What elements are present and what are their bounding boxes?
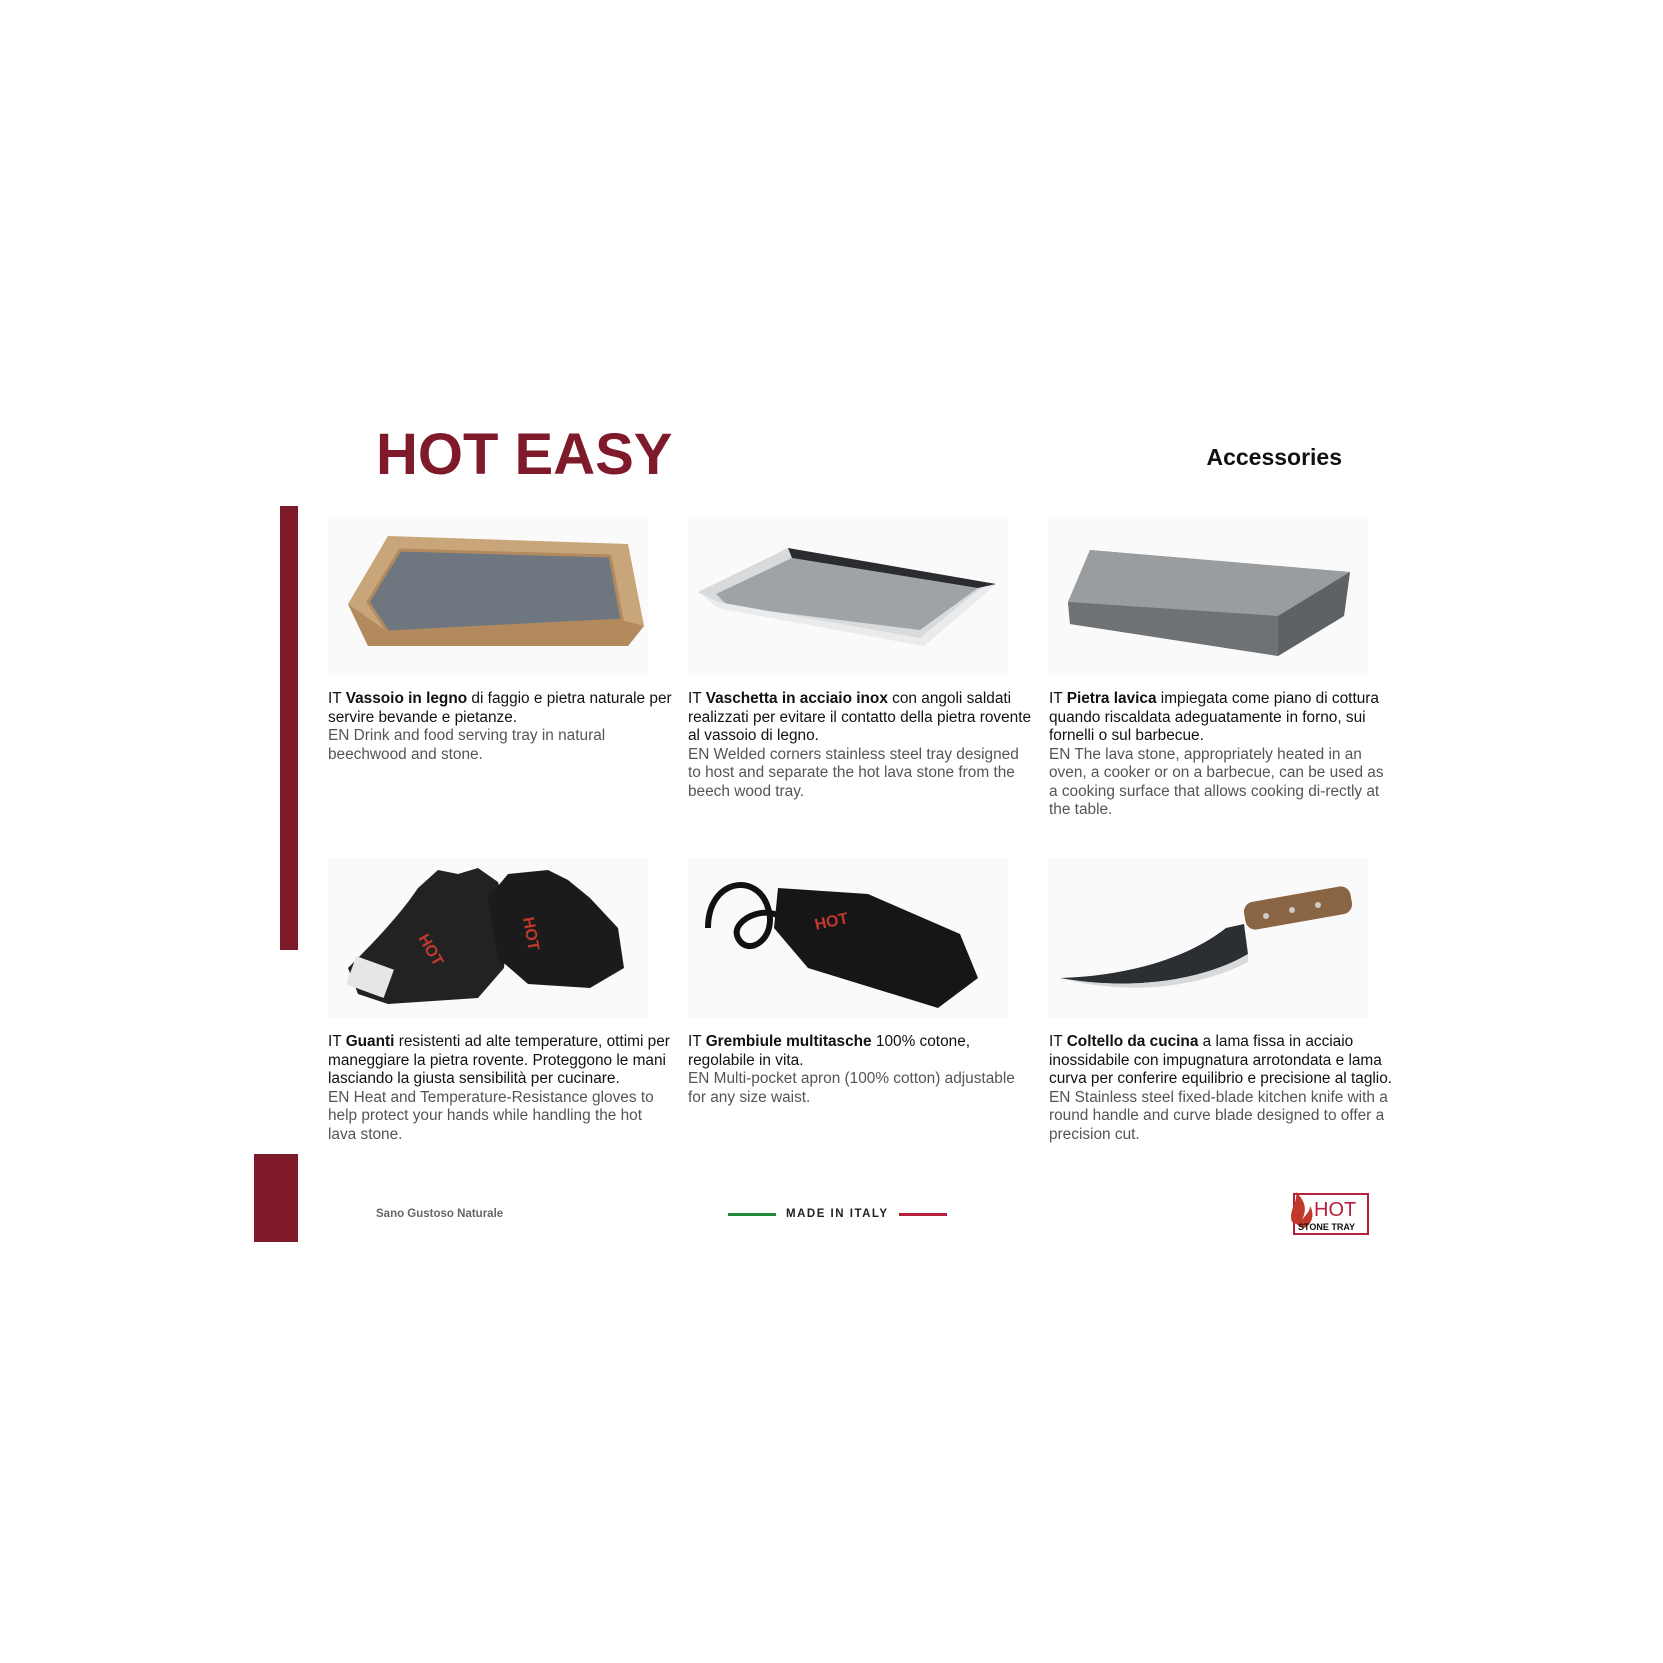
product-name: Grembiule multitasche [705, 1033, 872, 1050]
knife-image [1048, 858, 1368, 1018]
lang-code: IT [688, 690, 706, 707]
english-description: EN The lava stone, appropriately heated in an oven, a cooker or on a barbecue, can be used as a cooking surface that allows cooking di-rectly at the table. [1049, 745, 1384, 818]
logo-hot-text: HOT [1314, 1199, 1357, 1221]
svg-text:HOT: HOT [813, 910, 850, 934]
italian-text: di faggio e pietra naturale per servire bevande e pietanze. [328, 690, 672, 726]
italian-description [328, 690, 673, 727]
english-description: EN Welded corners stainless steel tray designed to host and separate the hot lava stone from the beech wood tray. [688, 745, 1019, 800]
italy-green-line [728, 1213, 776, 1216]
lang-code: IT [1049, 690, 1067, 707]
italy-red-line [899, 1213, 947, 1216]
italian-description [688, 1033, 1033, 1070]
italian-text: resistenti ad alte temperature, ottimi per maneggiare la pietra rovente. Proteggono le mani lasciando la giusta sensibilità per cucinare. [328, 1033, 670, 1087]
product-name: Vaschetta in acciaio inox [705, 690, 888, 707]
lang-code: IT [328, 690, 346, 707]
wooden-tray-image [328, 516, 648, 676]
decorative-block [254, 1154, 298, 1242]
apron-image [688, 858, 1008, 1018]
lava-stone-image [1048, 516, 1368, 676]
logo-stone-tray-text: STONE TRAY [1298, 1222, 1356, 1232]
lang-code: IT [328, 1033, 346, 1050]
hot-stone-tray-logo [1288, 1186, 1372, 1236]
product-name: Pietra lavica [1066, 690, 1157, 707]
gloves-image [328, 858, 648, 1018]
svg-text:HOT: HOT [414, 931, 447, 970]
english-description: EN Multi-pocket apron (100% cotton) adjustable for any size waist. [688, 1070, 1015, 1106]
italian-text: con angoli saldati realizzati per evitare il contatto della pietra rovente al vassoio di legno. [688, 690, 1032, 744]
product-description [688, 1033, 1033, 1107]
english-description: EN Drink and food serving tray in natural beechwood and stone. [328, 727, 606, 763]
svg-text:HOT: HOT [519, 915, 542, 952]
product-name: Guanti [345, 1033, 395, 1050]
lang-code: IT [1049, 1033, 1067, 1050]
steel-tray-image [688, 516, 1008, 676]
product-description [328, 690, 673, 764]
italian-description [1049, 690, 1394, 746]
english-description: EN Heat and Temperature-Resistance gloves to help protect your hands while handling the hot lava stone. [328, 1088, 654, 1143]
lang-code: IT [688, 1033, 706, 1050]
italian-text: 100% cotone, regolabile in vita. [688, 1033, 971, 1069]
decorative-bar [280, 506, 298, 950]
italian-description [688, 690, 1033, 746]
section-title: Accessories [1206, 444, 1342, 470]
product-description [1049, 690, 1394, 820]
product-description [328, 1033, 673, 1144]
footer-tagline: Sano Gustoso Naturale [376, 1208, 504, 1220]
product-name: Vassoio in legno [345, 690, 468, 707]
made-in-label: MADE IN ITALY [786, 1208, 889, 1220]
made-in-italy [728, 1208, 947, 1220]
product-name: Coltello da cucina [1066, 1033, 1199, 1050]
italian-text: impiegata come piano di cottura quando riscaldata adeguatamente in forno, sui fornelli o sul barbecue. [1049, 690, 1379, 744]
page-title: HOT EASY [376, 422, 673, 487]
product-description [688, 690, 1033, 801]
italian-description [328, 1033, 673, 1089]
product-description [1049, 1033, 1394, 1144]
italian-text: a lama fissa in acciaio inossidabile con impugnatura arrotondata e lama curva per conferire equilibrio e precisione al taglio. [1049, 1033, 1393, 1087]
italian-description [1049, 1033, 1394, 1089]
english-description: EN Stainless steel fixed-blade kitchen knife with a round handle and curve blade designed to offer a precision cut. [1049, 1088, 1388, 1143]
